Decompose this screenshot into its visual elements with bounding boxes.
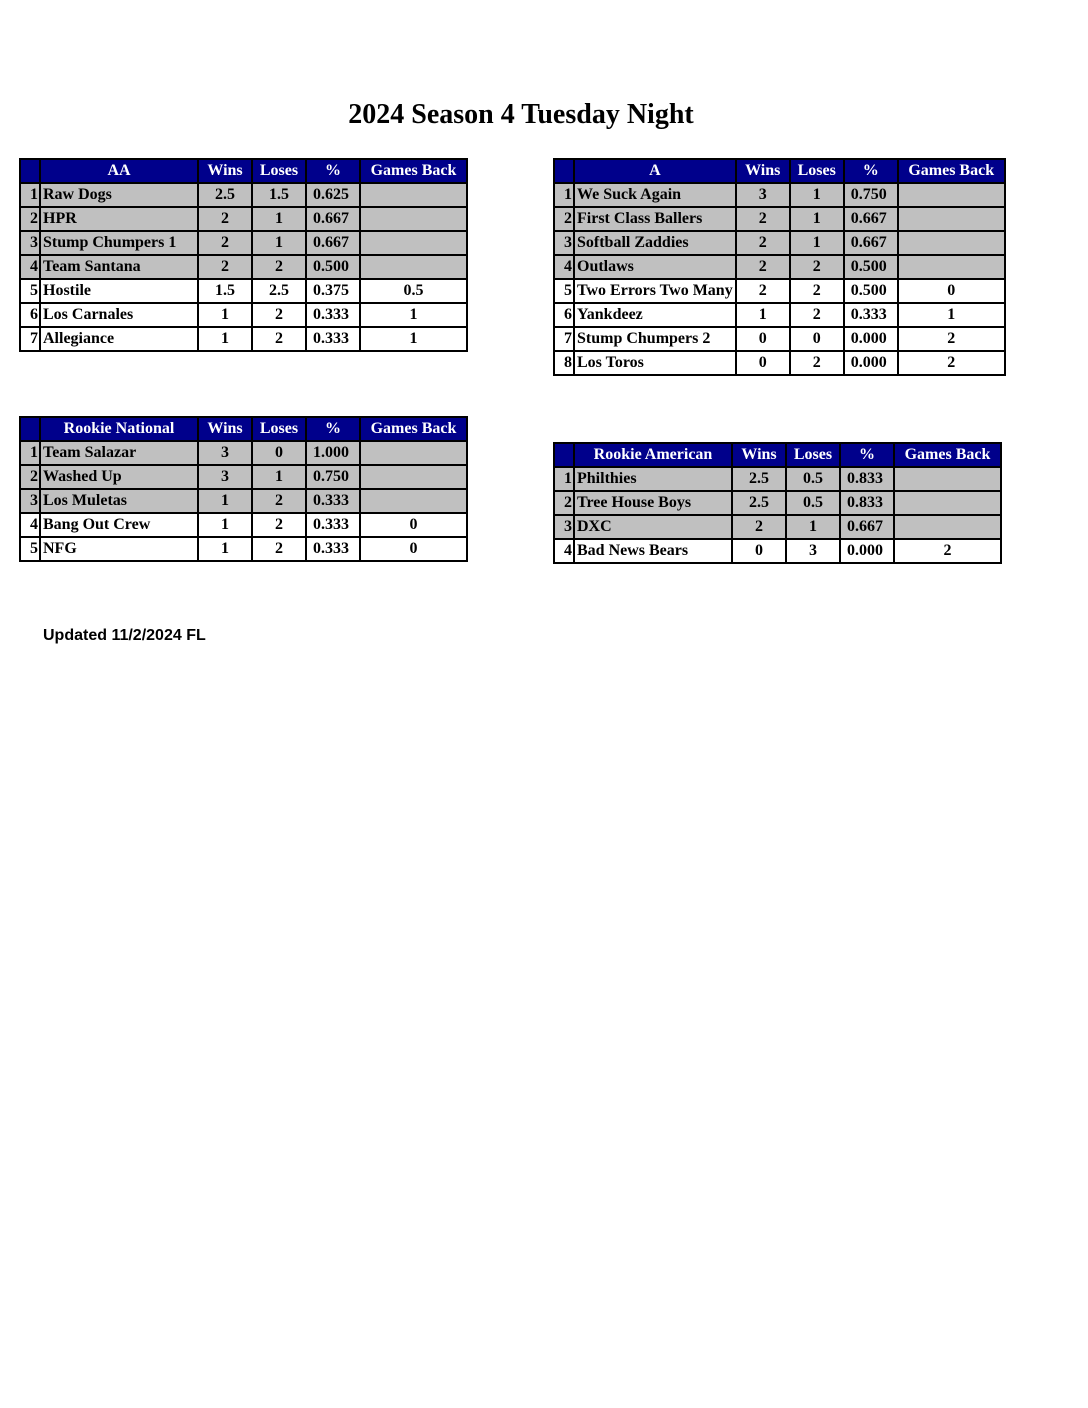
table-row (20, 255, 467, 279)
loses-cell: 2 (252, 537, 306, 561)
loses-cell: 0 (790, 327, 844, 351)
header-wins: Wins (732, 443, 786, 467)
wins-cell: 2.5 (732, 467, 786, 491)
pct-cell: 0.750 (844, 183, 898, 207)
pct-cell: 0.833 (840, 491, 894, 515)
games-back-cell: 0 (898, 279, 1005, 303)
team-name: Team Santana (40, 255, 198, 279)
rank-cell: 7 (20, 327, 40, 351)
pct-cell: 0.667 (840, 515, 894, 539)
pct-cell: 0.333 (306, 489, 360, 513)
wins-cell: 3 (198, 465, 252, 489)
wins-cell: 0 (736, 351, 790, 375)
rank-cell: 4 (20, 513, 40, 537)
header-pct: % (306, 159, 360, 183)
header-row (20, 417, 467, 441)
pct-cell: 0.333 (844, 303, 898, 327)
loses-cell: 1 (252, 465, 306, 489)
table-row (554, 231, 1005, 255)
table-row (554, 207, 1005, 231)
header-division-name: AA (40, 159, 198, 183)
wins-cell: 1.5 (198, 279, 252, 303)
header-pct: % (840, 443, 894, 467)
standings-table-a (553, 158, 1006, 376)
rank-cell: 3 (554, 515, 574, 539)
header-pct: % (844, 159, 898, 183)
wins-cell: 2 (198, 231, 252, 255)
pct-cell: 0.333 (306, 303, 360, 327)
pct-cell: 0.375 (306, 279, 360, 303)
rank-cell: 1 (20, 441, 40, 465)
games-back-cell: 2 (894, 539, 1001, 563)
header-row (20, 159, 467, 183)
games-back-cell: 2 (898, 327, 1005, 351)
loses-cell: 1 (252, 231, 306, 255)
table-row (554, 351, 1005, 375)
header-loses: Loses (790, 159, 844, 183)
pct-cell: 0.500 (306, 255, 360, 279)
team-name: First Class Ballers (574, 207, 736, 231)
rank-cell: 8 (554, 351, 574, 375)
pct-cell: 0.500 (844, 279, 898, 303)
pct-cell: 0.667 (306, 207, 360, 231)
wins-cell: 2 (736, 255, 790, 279)
team-name: Yankdeez (574, 303, 736, 327)
loses-cell: 0.5 (786, 491, 840, 515)
wins-cell: 2 (198, 255, 252, 279)
header-row (554, 159, 1005, 183)
table-row (20, 303, 467, 327)
loses-cell: 1 (786, 515, 840, 539)
games-back-cell (360, 207, 467, 231)
wins-cell: 0 (736, 327, 790, 351)
team-name: Bad News Bears (574, 539, 732, 563)
table-row (20, 327, 467, 351)
header-games-back: Games Back (360, 417, 467, 441)
table-row (20, 489, 467, 513)
team-name: NFG (40, 537, 198, 561)
games-back-cell (898, 255, 1005, 279)
header-division-name: A (574, 159, 736, 183)
team-name: HPR (40, 207, 198, 231)
rank-cell: 2 (20, 465, 40, 489)
team-name: Stump Chumpers 1 (40, 231, 198, 255)
table-row (20, 279, 467, 303)
loses-cell: 3 (786, 539, 840, 563)
wins-cell: 1 (198, 489, 252, 513)
rank-cell: 4 (554, 255, 574, 279)
pct-cell: 0.625 (306, 183, 360, 207)
wins-cell: 3 (736, 183, 790, 207)
table-row (20, 207, 467, 231)
loses-cell: 2 (790, 255, 844, 279)
pct-cell: 0.000 (844, 327, 898, 351)
games-back-cell: 0.5 (360, 279, 467, 303)
header-games-back: Games Back (898, 159, 1005, 183)
games-back-cell: 0 (360, 537, 467, 561)
table-row (554, 303, 1005, 327)
table-row (554, 327, 1005, 351)
table-row (554, 491, 1001, 515)
team-name: Allegiance (40, 327, 198, 351)
team-name: Hostile (40, 279, 198, 303)
games-back-cell: 1 (898, 303, 1005, 327)
rank-cell: 3 (20, 231, 40, 255)
header-games-back: Games Back (360, 159, 467, 183)
pct-cell: 0.667 (844, 231, 898, 255)
header-rank (20, 159, 40, 183)
games-back-cell (360, 255, 467, 279)
loses-cell: 2 (252, 255, 306, 279)
wins-cell: 3 (198, 441, 252, 465)
table-row (554, 467, 1001, 491)
table-row (20, 441, 467, 465)
games-back-cell: 1 (360, 303, 467, 327)
rank-cell: 2 (554, 491, 574, 515)
loses-cell: 2.5 (252, 279, 306, 303)
rank-cell: 1 (20, 183, 40, 207)
games-back-cell (898, 183, 1005, 207)
games-back-cell: 1 (360, 327, 467, 351)
header-row (554, 443, 1001, 467)
team-name: Softball Zaddies (574, 231, 736, 255)
rank-cell: 1 (554, 467, 574, 491)
header-wins: Wins (736, 159, 790, 183)
pct-cell: 1.000 (306, 441, 360, 465)
rank-cell: 5 (554, 279, 574, 303)
pct-cell: 0.667 (844, 207, 898, 231)
loses-cell: 2 (790, 279, 844, 303)
header-rank (20, 417, 40, 441)
games-back-cell (360, 183, 467, 207)
loses-cell: 2 (790, 303, 844, 327)
pct-cell: 0.500 (844, 255, 898, 279)
team-name: Bang Out Crew (40, 513, 198, 537)
loses-cell: 2 (252, 513, 306, 537)
header-loses: Loses (252, 159, 306, 183)
loses-cell: 2 (252, 303, 306, 327)
header-games-back: Games Back (894, 443, 1001, 467)
standings-table-aa (19, 158, 468, 352)
header-wins: Wins (198, 417, 252, 441)
rank-cell: 5 (20, 279, 40, 303)
games-back-cell (898, 231, 1005, 255)
team-name: Los Carnales (40, 303, 198, 327)
header-loses: Loses (252, 417, 306, 441)
pct-cell: 0.333 (306, 513, 360, 537)
rank-cell: 7 (554, 327, 574, 351)
header-rank (554, 159, 574, 183)
loses-cell: 0.5 (786, 467, 840, 491)
header-rank (554, 443, 574, 467)
rank-cell: 3 (20, 489, 40, 513)
table-row (20, 231, 467, 255)
table-row (554, 279, 1005, 303)
table-row (554, 539, 1001, 563)
wins-cell: 2 (736, 231, 790, 255)
wins-cell: 2.5 (732, 491, 786, 515)
loses-cell: 2 (790, 351, 844, 375)
team-name: DXC (574, 515, 732, 539)
games-back-cell (894, 515, 1001, 539)
table-row (554, 255, 1005, 279)
wins-cell: 1 (736, 303, 790, 327)
team-name: Outlaws (574, 255, 736, 279)
rank-cell: 4 (20, 255, 40, 279)
page-title: 2024 Season 4 Tuesday Night (348, 99, 694, 130)
games-back-cell (360, 465, 467, 489)
games-back-cell (894, 491, 1001, 515)
team-name: Team Salazar (40, 441, 198, 465)
header-division-name: Rookie American (574, 443, 732, 467)
table-row (20, 183, 467, 207)
wins-cell: 2 (732, 515, 786, 539)
team-name: Philthies (574, 467, 732, 491)
standings-table-rookie-national (19, 416, 468, 562)
table-row (20, 513, 467, 537)
team-name: Los Muletas (40, 489, 198, 513)
table-row (20, 537, 467, 561)
team-name: Tree House Boys (574, 491, 732, 515)
table-row (20, 465, 467, 489)
loses-cell: 1 (790, 207, 844, 231)
wins-cell: 2 (736, 279, 790, 303)
standings-table-rookie-american (553, 442, 1002, 564)
rank-cell: 2 (20, 207, 40, 231)
team-name: Two Errors Two Many (574, 279, 736, 303)
team-name: Washed Up (40, 465, 198, 489)
header-division-name: Rookie National (40, 417, 198, 441)
rank-cell: 5 (20, 537, 40, 561)
games-back-cell (894, 467, 1001, 491)
rank-cell: 1 (554, 183, 574, 207)
rank-cell: 6 (554, 303, 574, 327)
updated-note: Updated 11/2/2024 FL (43, 627, 206, 644)
table-row (554, 183, 1005, 207)
pct-cell: 0.333 (306, 327, 360, 351)
games-back-cell (360, 489, 467, 513)
loses-cell: 2 (252, 327, 306, 351)
table-row (554, 515, 1001, 539)
header-loses: Loses (786, 443, 840, 467)
pct-cell: 0.667 (306, 231, 360, 255)
games-back-cell (360, 441, 467, 465)
wins-cell: 2 (198, 207, 252, 231)
header-wins: Wins (198, 159, 252, 183)
wins-cell: 0 (732, 539, 786, 563)
wins-cell: 2.5 (198, 183, 252, 207)
games-back-cell: 2 (898, 351, 1005, 375)
team-name: Stump Chumpers 2 (574, 327, 736, 351)
wins-cell: 1 (198, 513, 252, 537)
team-name: We Suck Again (574, 183, 736, 207)
pct-cell: 0.333 (306, 537, 360, 561)
rank-cell: 2 (554, 207, 574, 231)
rank-cell: 6 (20, 303, 40, 327)
pct-cell: 0.750 (306, 465, 360, 489)
team-name: Raw Dogs (40, 183, 198, 207)
pct-cell: 0.000 (844, 351, 898, 375)
wins-cell: 1 (198, 327, 252, 351)
team-name: Los Toros (574, 351, 736, 375)
loses-cell: 2 (252, 489, 306, 513)
wins-cell: 1 (198, 303, 252, 327)
loses-cell: 0 (252, 441, 306, 465)
games-back-cell (898, 207, 1005, 231)
header-pct: % (306, 417, 360, 441)
loses-cell: 1 (790, 231, 844, 255)
rank-cell: 4 (554, 539, 574, 563)
games-back-cell: 0 (360, 513, 467, 537)
wins-cell: 2 (736, 207, 790, 231)
rank-cell: 3 (554, 231, 574, 255)
games-back-cell (360, 231, 467, 255)
loses-cell: 1 (790, 183, 844, 207)
pct-cell: 0.000 (840, 539, 894, 563)
pct-cell: 0.833 (840, 467, 894, 491)
loses-cell: 1.5 (252, 183, 306, 207)
loses-cell: 1 (252, 207, 306, 231)
wins-cell: 1 (198, 537, 252, 561)
